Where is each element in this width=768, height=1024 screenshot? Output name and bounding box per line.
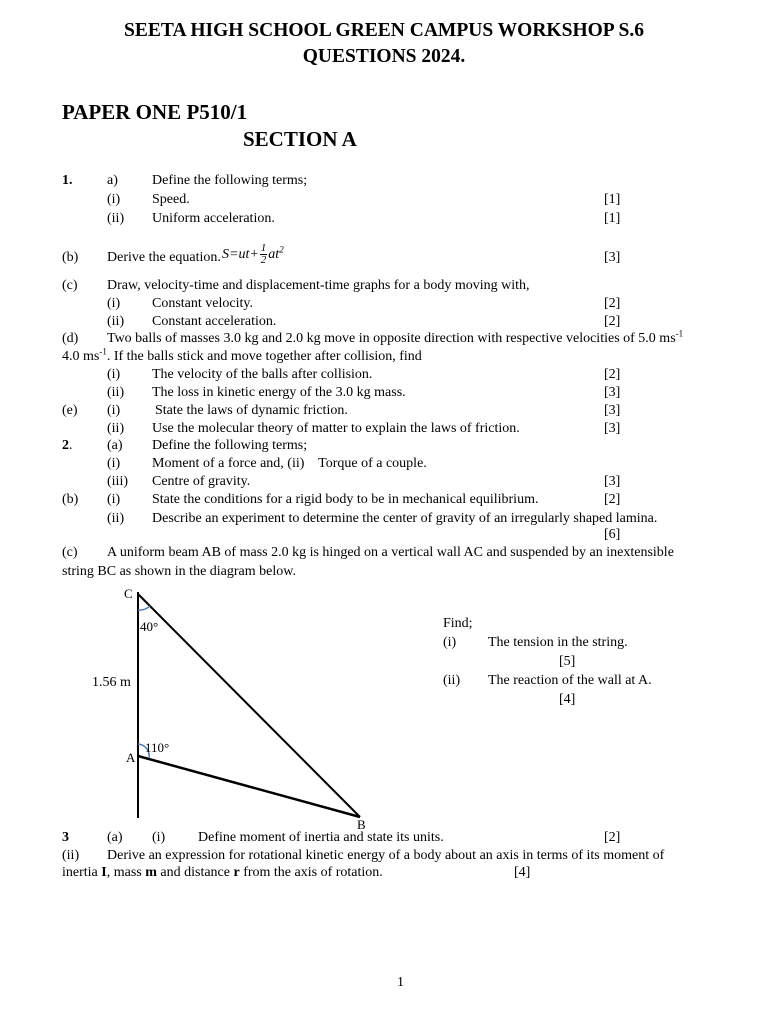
q3-line2-part-a: inertia [62,865,102,880]
beam-diagram [80,580,390,835]
document-title-line2: QUESTIONS 2024. [302,46,466,67]
q1e-i-text: State the laws of dynamic friction. [155,403,348,418]
q1-number: 1. [62,173,73,188]
paper-heading: PAPER ONE P510/1 [62,100,248,124]
q2-number-dot: . [69,438,73,453]
q1d-i-text: The velocity of the balls after collision. [152,367,373,382]
q1c-i-mark: [2] [604,296,621,311]
q1a-i-mark: [1] [604,192,621,207]
q1e-ii-label: (ii) [107,421,125,436]
q2b-ii-text: Describe an experiment to determine the center of gravity of an irregularly shaped lamina. [152,511,658,526]
q1b-text: Derive the equation. [107,250,221,265]
find-i-label: (i) [443,635,457,650]
q2c-line2: string BC as shown in the diagram below. [62,564,296,579]
point-b-label: B [357,817,366,832]
q3-symbol-r: r [233,865,240,880]
q1c-i-text: Constant velocity. [152,296,253,311]
q1d-i-label: (i) [107,367,121,382]
q2b-label: (b) [62,492,79,507]
q3-line2-part-c: and distance [156,865,234,880]
q2a-i-label: (i) [107,456,121,471]
q1c-ii-text: Constant acceleration. [152,314,277,329]
find-ii-mark: [4] [559,692,576,707]
find-ii-text: The reaction of the wall at A. [488,673,652,688]
equation-lhs: S=ut+ [222,247,259,262]
q1a-i-text: Speed. [152,192,190,207]
find-title: Find; [443,616,473,631]
q3a-label: (a) [107,830,123,845]
q1d-line1-text: Two balls of masses 3.0 kg and 2.0 kg move in opposite direction with respective velocities of 5.0 ms [107,331,676,346]
section-heading: SECTION A [243,127,357,151]
q2a-text: Define the following terms; [152,438,308,453]
q1d-ii-text: The loss in kinetic energy of the 3.0 kg mass. [152,385,406,400]
q2-number [62,437,73,454]
q2a-i-text: Moment of a force and, (ii) Torque of a couple. [152,456,427,471]
q2c-label: (c) [62,545,78,560]
q1c-i-label: (i) [107,296,121,311]
q1d-line1 [107,330,683,347]
q3a-i-label: (i) [152,830,166,845]
q2a-iii-text: Centre of gravity. [152,474,251,489]
q1d-line2-text: . If the balls stick and move together after collision, find [106,349,422,364]
q1a-label: a) [107,173,118,188]
q3a-ii-line2 [62,864,383,881]
fraction-denominator: 2 [260,254,267,267]
angle-arc-top [138,606,150,610]
find-i-text: The tension in the string. [488,635,628,650]
equation-exponent: 2 [279,244,284,255]
q3-symbol-m: m [145,865,157,880]
q1e-label: (e) [62,403,78,418]
beam-ab [138,756,360,817]
angle-top-label: 40° [140,619,159,634]
q1d-ii-mark: [3] [604,385,621,400]
q1b-mark: [3] [604,250,621,265]
q1a-ii-text: Uniform acceleration. [152,211,275,226]
find-ii-label: (ii) [443,673,461,688]
string-bc [138,594,360,817]
q1d-line2-value: 4.0 ms [62,349,100,364]
q1a-text: Define the following terms; [152,173,308,188]
document-title-line1: SEETA HIGH SCHOOL GREEN CAMPUS WORKSHOP S.6 [124,20,644,41]
q3-symbol-i: I [101,865,107,880]
point-c-label: C [124,586,133,601]
find-i-mark: [5] [559,654,576,669]
q1c-text: Draw, velocity-time and displacement-time graphs for a body moving with, [107,278,530,293]
q3a-i-text: Define moment of inertia and state its units. [198,830,444,845]
q1d-label: (d) [62,331,79,346]
q1c-ii-mark: [2] [604,314,621,329]
angle-bottom-label: 110° [145,740,170,755]
q1e-i-mark: [3] [604,403,621,418]
q2a-iii-mark: [3] [604,474,621,489]
q1a-ii-label: (ii) [107,211,125,226]
q3-number: 3 [62,830,69,845]
q3a-i-mark: [2] [604,830,621,845]
q1b-equation [222,238,284,272]
point-a-label: A [126,750,136,765]
q3-line2-part-d: from the axis of rotation. [239,865,383,880]
q1c-ii-label: (ii) [107,314,125,329]
q1e-ii-mark: [3] [604,421,621,436]
q1d-line1-sup: -1 [675,328,684,339]
q2a-iii-label: (iii) [107,474,128,489]
q1e-i-label: (i) [107,403,121,418]
fraction-numerator: 1 [260,242,267,255]
q3a-ii-label: (ii) [62,848,80,863]
equation-fraction [260,243,268,266]
q3a-ii-mark: [4] [514,865,531,880]
q2b-i-label: (i) [107,492,121,507]
q1c-label: (c) [62,278,78,293]
q1d-ii-label: (ii) [107,385,125,400]
q2-number-digit: 2 [62,438,69,453]
q3a-ii-line1: Derive an expression for rotational kinetic energy of a body about an axis in terms of its moment of [107,848,665,863]
equation-rhs: at [268,247,280,262]
length-label: 1.56 m [92,675,131,690]
q2b-ii-label: (ii) [107,511,125,526]
q1e-ii-text: Use the molecular theory of matter to explain the laws of friction. [152,421,520,436]
q1a-i-label: (i) [107,192,121,207]
q1a-ii-mark: [1] [604,211,621,226]
q1b-label: (b) [62,250,79,265]
q2b-i-mark: [2] [604,492,621,507]
q2b-i-text: State the conditions for a rigid body to be in mechanical equilibrium. [152,492,539,507]
q2a-label: (a) [107,438,123,453]
q3-line2-part-b: , mass [106,865,146,880]
q2c-line1: A uniform beam AB of mass 2.0 kg is hinged on a vertical wall AC and suspended by an inextensible [107,545,674,560]
q1d-i-mark: [2] [604,367,621,382]
q1d-line2-sup: -1 [99,346,107,357]
page-number: 1 [397,975,404,990]
q2b-ii-mark: [6] [604,527,621,542]
q1d-line2 [62,348,422,365]
